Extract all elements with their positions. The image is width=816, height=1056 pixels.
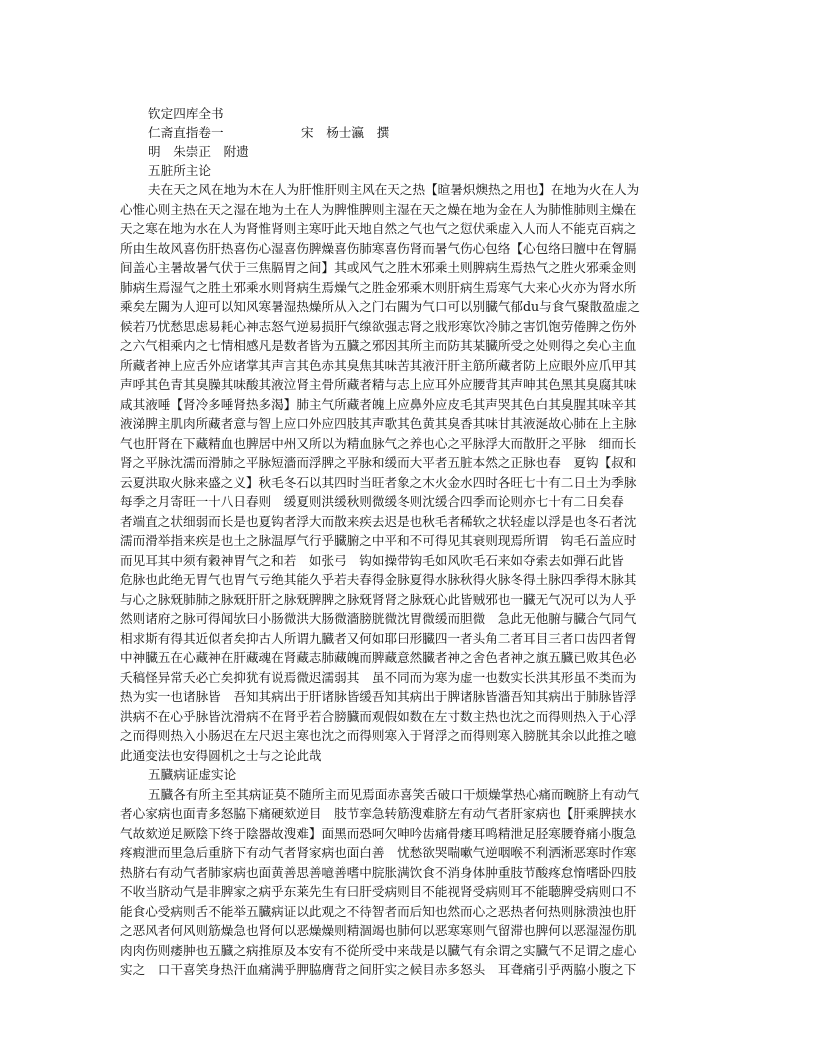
- text-line: 者心家病也面青多怒脇下痛硬欬逆目 肢节挛急转筋溲难脐左有动气者肝家病也【肝乘脾挟水: [120, 806, 637, 821]
- text-line: 洪病不在心乎脉皆沈滑病不在肾乎若合膀臓而观假如数在左寸数主热也沈之而得则热入于心浮: [120, 708, 637, 724]
- text-line: 者端直之状细弱而长是也夏钩者浮大而散来疾去迟是也秋毛者稀软之状轻虚以浮是也冬石者沈: [120, 513, 637, 529]
- text-line: 之六气相乘内之七情相感凡是数者皆为五臓之邪因其所主而防其某臓所受之处则得之矣心主血: [120, 338, 637, 353]
- text-line: 乘矣左闗为人迎可以知风寒暑湿热燥所从入之门右闗为气口可以别臓气郁du与食气聚散盈虚之: [120, 299, 640, 314]
- text-line: 云夏洪取火脉来盛之义】秋毛冬石以其四时当旺者象之木火金水四时各旺七十有二日土为季脉: [120, 474, 637, 490]
- text-line: 肺病生焉湿气之胜土邪乘水则肾病生焉燥气之胜金邪乘木则肝病生焉寒气大来心火亦为肾水所: [120, 279, 637, 295]
- text-line: 不收当脐动气是非脾家之病乎东莱先生有曰肝受病则目不能视肾受病则耳不能聴脾受病则口不: [120, 884, 637, 899]
- text-line: 能食心受病则舌不能举五臓病证以此观之不待智者而后知也然而心之恶热者何热则脉溃浊也肝: [120, 903, 637, 919]
- text-line: 之而得则热入小肠迟在左尺迟主寒也沈之而得则寒入于肾浮之而得则寒入膀胱其余以此推之噫: [120, 728, 637, 743]
- text-line: 而见耳其中须有穀神胃气之和若 如张弓 钩如操带钩毛如风吹毛石来如夺索去如弾石此皆: [120, 552, 624, 568]
- text-line: 所藏者神上应舌外应诸掌其声言其色赤其臭焦其味苦其液汗肝主筋所藏者防上应眼外应爪甲其: [120, 357, 637, 373]
- text-line: 声呼其色青其臭臊其味酸其液泣肾主骨所藏者精与志上应耳外应腰背其声呻其色黑其臭腐其味: [120, 377, 637, 392]
- text-line: 咸其液唾【肾冷多唾肾热多渴】肺主气所藏者魄上应鼻外应皮毛其声哭其色白其臭腥其味辛其: [120, 396, 637, 412]
- author-line: 宋 杨士瀛 撰: [301, 125, 390, 140]
- text-line: 液涕脾主肌肉所藏者意与智上应口外应四肢其声歌其色黄其臭香其味甘其液涎故心肺在上主脉: [120, 416, 637, 431]
- text-line: 中神臓五在心藏神在肝藏魂在肾藏志肺藏魄而脾藏意然臓者神之舍色者神之旗五臓已败其色必: [120, 650, 637, 665]
- text-line: 濡而滑举指来疾是也土之脉温厚气行乎臓腑之中平和不可得见其衰则现焉所谓 钩毛石盖应时: [120, 533, 637, 548]
- text-line: 相求斯有得其近似者矣抑古人所谓九臓者又何如耶曰形臓四一者头角二者耳目三者口齿四者胷: [120, 630, 637, 646]
- text-line: 肾之平脉沈濡而滑肺之平脉短濇而浮脾之平脉和缓而大平者五脏本然之正脉也春 夏钩【叔和: [120, 455, 637, 470]
- text-line: 疼瘕泄而里急后重脐下有动气者肾家病也面白善 忧愁欲哭喘嗽气逆咽喉不利洒淅恶寒时作寒: [120, 845, 637, 860]
- text-line: 此通变法也安得圆机之士与之论此哉: [120, 747, 322, 763]
- text-line: 气故欬逆足厥陰下终于陰器故溲难】面黑而恐呵欠呻吟齿痛骨痿耳鸣精泄足胫寒腰脊痛小腹急: [120, 825, 637, 841]
- text-line: 五臓各有所主至其病证莫不随所主而见焉面赤喜笑舌破口干烦燥掌热心痛而畹脐上有动气: [148, 786, 640, 802]
- text-line: 候若乃忧愁思虑易耗心神志怒气逆易损肝气缐欲强志肾之戕形寒饮冷肺之害饥饱劳倦脾之伤外: [120, 318, 637, 334]
- text-line: 每季之月寄旺一十八日春则 缓夏则洪缓秋则微缓冬则沈缓合四季而论则亦七十有二日矣春: [120, 494, 624, 509]
- text-line: 危脉也此绝无胃气也胃气亏绝其能久乎若夫春得金脉夏得水脉秋得火脉冬得土脉四季得木脉其: [120, 572, 637, 587]
- text-line: 与心之脉兓肺肺之脉兓肝肝之脉兓脾脾之脉兓肾肾之脉兓心此皆贼邪也一臓无气况可以为人乎: [120, 591, 637, 607]
- book-title: 钦定四库全书: [148, 106, 224, 121]
- text-line: 实之 口干喜笑身热汗血痛满乎胛脇膺背之间肝实之候目赤多怒头 耳聋痛引乎两脇小腹之下: [120, 962, 637, 977]
- text-line: 天之寒在地为水在人为肾惟肾则主寒吁此天地自然之气也气之愆伏乘虚入人而人不能克百病之: [120, 221, 637, 236]
- text-line: 之恶风者何风则筋燥急也肾何以恶燥燥则精涸竭也肺何以恶寒寒则气留滞也脾何以恶湿湿伤肌: [120, 923, 637, 938]
- text-line: 心惟心则主热在天之湿在地为土在人为脾惟脾则主湿在天之燥在地为金在人为肺惟肺则主燥在: [120, 201, 637, 217]
- text-line: 气也肝肾在下藏精血也脾居中州又所以为精血脉气之养也心之平脉浮大而散肝之平脉 细而长: [120, 435, 637, 451]
- text-line: 间盖心主暑故暑气伏于三焦膈胃之间】其或风气之胜木邪乘土则脾病生焉热气之胜火邪乘金则: [120, 260, 637, 275]
- section-title-wuzang-suozhu: 五脏所主论: [148, 163, 211, 178]
- text-line: 夫在天之风在地为木在人为肝惟肝则主风在天之热【暄暑炽燠热之用也】在地为火在人为: [148, 182, 640, 197]
- text-line: 热为实一也诸脉皆 吾知其病出于肝诸脉皆缓吾知其病出于脾诸脉皆濇吾知其病出于肺脉皆浮: [120, 689, 637, 704]
- text-line: 然则诸府之脉可得闻欤曰小肠微洪大肠微濇膀胱微沈胃微缓而胆微 急此无他腑与臓合气同气: [120, 611, 637, 626]
- text-line: 肉肉伤则痿肿也五臓之病推原及本安有不從所受中来哉是以臓气有余谓之实臓气不足谓之虚心: [120, 942, 637, 958]
- section-title-bingzheng-xushi: 五臓病证虚实论: [148, 767, 237, 782]
- text-line: 所由生故风喜伤肝热喜伤心湿喜伤脾燥喜伤肺寒喜伤肾而暑气伤心包络【心包络曰膻中在胷膈: [120, 240, 637, 256]
- text-line: 热脐右有动气者肺家病也面黄善思善噫善嗜中脘胀满饮食不消身体肿重肢节酸疼怠惰嗜卧四肢: [120, 864, 637, 880]
- volume-title: 仁斋直指卷一: [148, 125, 224, 140]
- annotator-line: 明 朱崇正 附遗: [148, 144, 249, 159]
- text-line: 夭稿怪异常夭必亡矣抑犹有说焉微迟濡弱其 虽不同而为寒为虚一也数实长洪其形虽不类而为: [120, 669, 637, 685]
